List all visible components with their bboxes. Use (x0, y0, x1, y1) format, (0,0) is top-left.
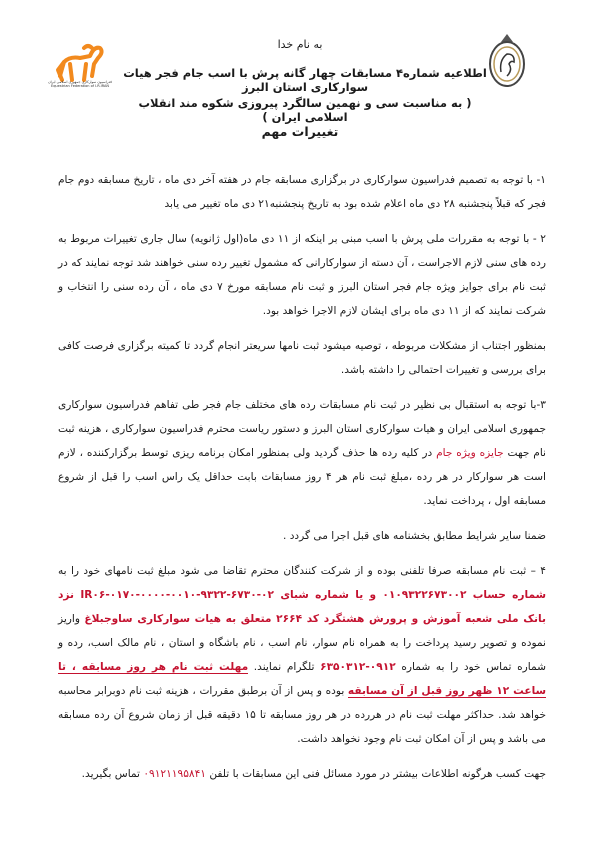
special-prize-highlight: جایزه ویژه جام (436, 447, 504, 459)
item-4-text-a: ۴ – ثبت نام مسابقه صرفا تلفنی بوده و از شرکت کنندگان محترم تقاضا می شود مبلغ ثبت نامهای خود را به (58, 565, 546, 577)
item-3-text-a: ۳-با توجه به استقبال بی نظیر در ثبت نام مسابقات رده های مختلف جام فجر طی تفاهم فدراسیون سوارکاری جمهوری اسلامی ایران و هیات سوارکاری استان البرز و دستور ریاست محترم فدراسیون سوارکاری ، هزینه ثبت نام جهت (58, 399, 546, 459)
recommendation-note: بمنظور اجتناب از مشکلات مربوطه ، توصیه میشود ثبت نامها سریعتر انجام گردد تا کمیته برگزاری فرصت کافی برای بررسی و تغییرات احتمالی را داشته باشد. (58, 340, 546, 376)
alborz-equestrian-board-emblem (487, 32, 527, 90)
announcement-subtitle: ( به مناسبت سی و نهمین سالگرد پیروزی شکوه مند انقلاب اسلامی ایران ) (138, 96, 472, 124)
announcement-title: اطلاعیه شماره۴ مسابقات چهار گانه پرش با اسب جام فجر هیات سوارکاری استان البرز (123, 66, 487, 94)
logo-caption-en: Equestrian Federation of I.R.IRAN (50, 84, 110, 88)
item-4-text-c: تلگرام نمایند. (248, 661, 321, 673)
item-3-text-b: در کلیه رده ها حذف گردید ولی بمنظور امکان برنامه ریزی توسط برگزارکننده ، لازم است هر سوارکار در هر رده ،مبلغ ثبت نام هر ۴ روز مسابقات بابت حداقل یک راس اسب را قبل از شروع مسابقه اول ، پرداخت نماید. (58, 447, 546, 507)
item-2: ۲ - با توجه به مقررات ملی پرش با اسب مبنی بر اینکه از ۱۱ دی ماه(اول ژانویه) سال جاری تغییرات مربوط به رده های سنی لازم الاجراست ، آن دسته از سوارکارانی که مشمول تغییر رده سنی خواهند شد توجه نمایند که در ثبت نام برای جوایز ویژه جام فجر استان البرز و ثبت نام مسابقه مورخ ۷ دی ماه ، آن رده سنی را انتخاب و شرکت نمایند که از ۱۱ دی ماه برای ایشان لازم الاجرا خواهد بود. (58, 233, 546, 317)
contact-note (58, 762, 546, 786)
other-conditions-note: ضمنا سایر شرایط مطابق بخشنامه های قبل اجرا می گردد . (282, 530, 546, 542)
logo-caption-fa: فدراسیون سوارکاری جمهوری اسلامی ایران (48, 80, 112, 84)
item-4-text-d: بوده و پس از آن برطبق مقررات ، هزینه ثبت نام دوبرابر محاسبه خواهد شد. حداکثر مهلت ثبت نام در هررده در هر روز مسابقه تا ۱۵ دقیقه قبل از زمان شروع آن رده مسابقه می باشد و پس از آن امکان ثبت نام وجود نخواهد داشت. (58, 685, 547, 745)
logo-caption (40, 80, 120, 88)
telegram-number: ۰۹۱۲-۶۳۵۰۳۱۲ (320, 661, 396, 673)
contact-phone: ۰۹۱۲۱۱۹۵۸۴۱ (143, 768, 206, 780)
item-4 (58, 559, 546, 751)
section-heading: تغییرات مهم (261, 124, 339, 139)
basmala: به نام خدا (277, 38, 323, 51)
item-3 (58, 393, 546, 513)
item-1: ۱- با توجه به تصمیم فدراسیون سوارکاری در برگزاری مسابقه جام در هفته آخر دی ماه ، تاریخ مسابقه دوم جام فجر که قبلاً پنجشنبه ۲۸ دی ماه اعلام شده بود به تاریخ پنجشنبه۲۱ دی ماه تغییر می یابد (58, 174, 546, 210)
contact-text-a: جهت کسب هرگونه اطلاعات بیشتر در مورد مسائل فنی این مسابقات با تلفن (205, 768, 546, 780)
registration-deadline: مهلت ثبت نام هر روز مسابقه ، تا ساعت ۱۲ ظهر روز قبل از آن مسابقه (58, 661, 546, 697)
item-4-text-b: واریز نموده و تصویر رسید پرداخت را به همراه نام سوار، نام اسب ، نام باشگاه و استان ، نام مالک اسب، رده و شماره تماس خود را به شماره (58, 613, 547, 673)
bank-account-details: شماره حساب ۰۱۰۹۳۲۲۶۷۳۰۰۲ و یا شماره شبای IR۰۶-۰۱۷۰-۰۰۰۰-۰۰۱۰-۹۳۲۲-۶۷۳۰-۰۲ نزد بانک ملی شعبه آموزش و پرورش هشتگرد کد ۲۶۶۴ متعلق به هیات سوارکاری ساوجبلاغ (58, 589, 546, 625)
announcement-body (58, 168, 546, 797)
contact-text-b: تماس بگیرید. (81, 768, 144, 780)
